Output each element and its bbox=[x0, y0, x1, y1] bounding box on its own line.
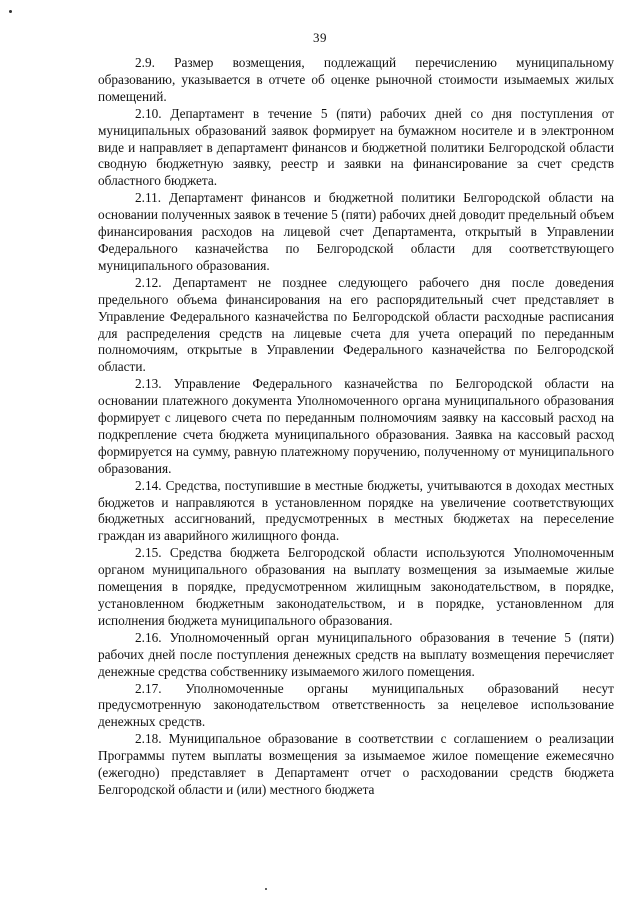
paragraph-2-17: 2.17. Уполномоченные органы муниципальных образований несут предусмотренную законодательством ответственность за нецелевое использование денежных средств. bbox=[98, 680, 614, 730]
page-number: 39 bbox=[313, 30, 327, 45]
scan-speck bbox=[265, 888, 267, 890]
scan-speck bbox=[9, 10, 12, 13]
paragraph-2-15: 2.15. Средства бюджета Белгородской области используются Уполномоченным органом муниципального образования на выплату возмещения за изымаемые жилые помещения в порядке, предусмотренном жилищным законодательством, в порядке, установленном бюджетным законодательством, и в порядке, установленном для исполнения бюджета муниципального образования. bbox=[98, 545, 614, 628]
paragraph-2-16: 2.16. Уполномоченный орган муниципального образования в течение 5 (пяти) рабочих дней после поступления денежных средств на выплату возмещения перечисляет денежные средства собственнику изымаемого жилого помещения. bbox=[98, 629, 614, 679]
paragraph-2-14: 2.14. Средства, поступившие в местные бюджеты, учитываются в доходах местных бюджетов и направляются в установленном порядке на увеличение соответствующих бюджетных ассигнований, предусмотренных в местных бюджетах на переселение граждан из аварийного жилищного фонда. bbox=[98, 477, 614, 544]
paragraph-2-11: 2.11. Департамент финансов и бюджетной политики Белгородской области на основании полученных заявок в течение 5 (пяти) рабочих дней доводит предельный объем финансирования расходов на лицевой счет Департамента, открытый в Управлении Федерального казначейства по Белгородской области для соответствующего муниципального образования. bbox=[98, 190, 614, 273]
paragraph-2-12: 2.12. Департамент не позднее следующего рабочего дня после доведения предельного объема финансирования на его распорядительный счет представляет в Управление Федерального казначейства по Белгородской области расходные расписания для распределения средств на лицевые счета для учета операций по переданным полномочиям, открытые в Управлении Федерального казначейства по Белгородской области. bbox=[98, 274, 614, 375]
document-body bbox=[98, 55, 614, 799]
paragraph-2-10: 2.10. Департамент в течение 5 (пяти) рабочих дней со дня поступления от муниципальных образований заявок формирует на бумажном носителе и в электронном виде и направляет в департамент финансов и бюджетной политики Белгородской области сводную бюджетную заявку, реестр и заявки на финансирование за счет средств областного бюджета. bbox=[98, 105, 614, 189]
paragraph-2-18: 2.18. Муниципальное образование в соответствии с соглашением о реализации Программы путем выплаты возмещения за изымаемое жилое помещение ежемесячно (ежегодно) представляет в Департамент отчет о расходовании средств бюджета Белгородской области и (или) местного бюджета bbox=[98, 731, 614, 797]
paragraph-2-9: 2.9. Размер возмещения, подлежащий перечислению муниципальному образованию, указывается в отчете об оценке рыночной стоимости изымаемых жилых помещений. bbox=[98, 55, 614, 104]
paragraph-2-13: 2.13. Управление Федерального казначейства по Белгородской области на основании платежного документа Уполномоченного органа муниципального образования формирует с лицевого счета по переданным полномочиям заявку на кассовый расход на подкрепление счета бюджета муниципального образования. Заявка на кассовый расход формируется на сумму, равную платежному поручению, полученному от муниципального образования. bbox=[98, 376, 614, 476]
